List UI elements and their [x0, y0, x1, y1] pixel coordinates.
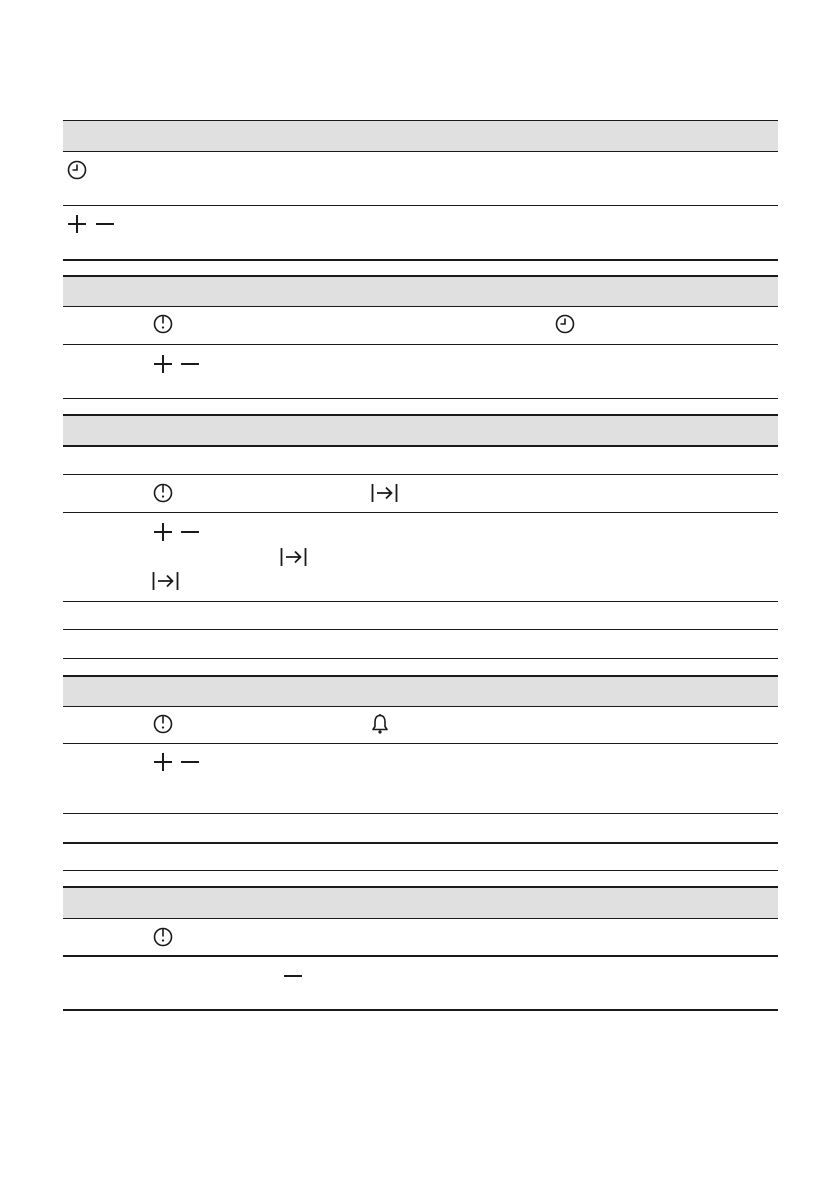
table-1-top-rule — [63, 120, 778, 121]
minus-icon — [180, 752, 200, 772]
timer-icon — [153, 714, 173, 734]
table-3-row-rule — [63, 629, 778, 630]
table-5-top-rule — [63, 886, 778, 888]
bell-icon — [371, 713, 389, 735]
plus-icon — [153, 522, 173, 542]
plus-icon — [67, 214, 87, 234]
table-3-row-rule — [63, 512, 778, 513]
table-4-row-rule — [63, 842, 778, 844]
table-5-row-rule — [63, 955, 778, 957]
table-4-header-rule — [63, 706, 778, 707]
table-2-header — [63, 276, 778, 306]
table-5-bottom-rule — [63, 1009, 778, 1011]
table-4-header — [63, 676, 778, 706]
plus-icon — [153, 752, 173, 772]
table-2-bottom-rule — [63, 398, 778, 399]
table-3-row-rule — [63, 601, 778, 602]
minus-icon — [180, 522, 200, 542]
table-4-top-rule — [63, 675, 778, 677]
table-5-header-rule — [63, 918, 778, 919]
minus-icon — [95, 214, 115, 234]
minus-icon — [283, 966, 303, 986]
table-1-bottom-rule — [63, 259, 778, 261]
end-action-icon — [371, 483, 398, 503]
table-3-header — [63, 415, 778, 445]
table-2-row-rule — [63, 344, 778, 345]
table-3-header-rule — [63, 445, 778, 447]
table-1-header — [63, 120, 778, 151]
timer-icon — [153, 483, 173, 503]
timer-icon — [153, 314, 173, 334]
table-3-row-rule — [63, 474, 778, 475]
table-4-row-rule — [63, 743, 778, 744]
table-1-row-rule — [63, 205, 778, 206]
table-5-header — [63, 887, 778, 918]
end-action-icon — [152, 571, 179, 591]
table-2-top-rule — [63, 275, 778, 277]
plus-icon — [153, 354, 173, 374]
table-4-bottom-rule — [63, 870, 778, 871]
timer-icon — [153, 927, 173, 947]
table-3-top-rule — [63, 414, 778, 416]
clock-icon — [67, 160, 87, 180]
table-4-row-rule — [63, 813, 778, 814]
end-action-icon — [280, 547, 307, 567]
table-1-header-rule — [63, 151, 778, 152]
table-2-header-rule — [63, 306, 778, 307]
table-3-bottom-rule — [63, 658, 778, 659]
clock-icon — [555, 314, 575, 334]
minus-icon — [180, 354, 200, 374]
